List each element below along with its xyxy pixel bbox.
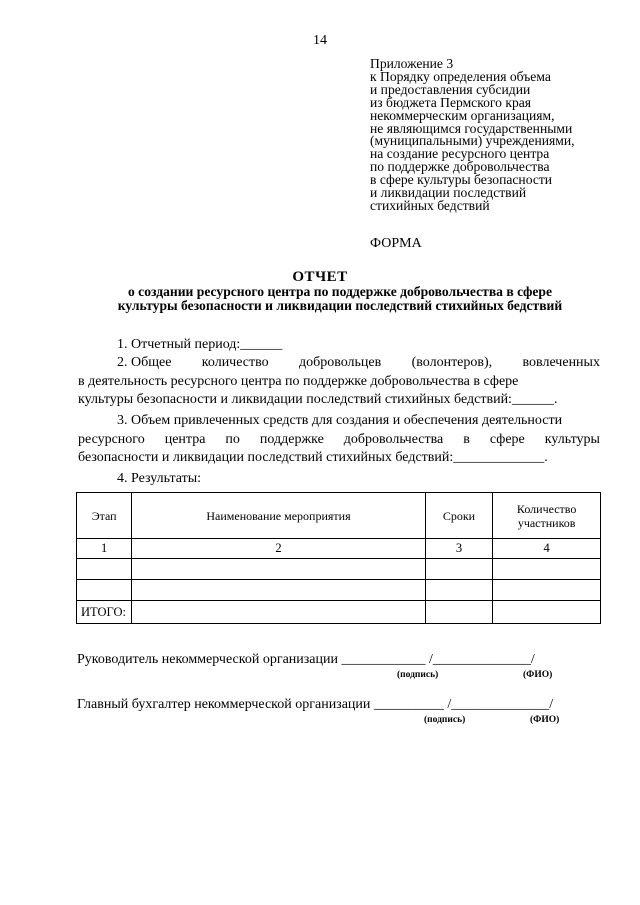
annex-line: на создание ресурсного центра (370, 146, 550, 162)
table-cell: 3 (425, 539, 493, 559)
document-title: ОТЧЕТ (292, 269, 348, 285)
table-cell: 4 (493, 539, 601, 559)
item-3-line-1: 3. Объем привлеченных средств для создания и обеспечения деятельности (117, 413, 563, 428)
annex-line: к Порядку определения объема (370, 68, 551, 84)
annex-block (370, 58, 632, 213)
accountant-signature-caption: (подпись) (424, 715, 466, 725)
item-2-line-3: культуры безопасности и ликвидации последствий стихийных бедствий:______. (78, 392, 558, 407)
document-subtitle (60, 285, 620, 313)
header-cell-stage: Этап (77, 493, 132, 539)
item-1-reporting-period: 1. Отчетный период:______ (117, 337, 283, 352)
table-cell[interactable] (425, 559, 493, 580)
item-2-line-2: в деятельность ресурсного центра по поддержке добровольчества в сфере (78, 373, 519, 389)
head-name-caption: (ФИО) (523, 670, 553, 680)
header-cell-dates: Сроки (425, 493, 493, 539)
annex-line: в сфере культуры безопасности (370, 172, 553, 188)
table-header-row (77, 493, 601, 539)
annex-line: по поддержке добровольчества (370, 159, 550, 175)
item-3-line-3: безопасности и ликвидации последствий стихийных бедствий:_____________. (78, 450, 548, 465)
item-2-line-1: 2. Общее количество добровольцев (волонтеров), вовлеченных (117, 355, 600, 370)
annex-line: не являющимся государственными (370, 120, 573, 136)
accountant-signature-line: Главный бухгалтер некоммерческой организации __________ /______________/ (77, 697, 554, 712)
table-cell[interactable] (425, 580, 493, 601)
annex-line: Приложение 3 (370, 56, 454, 71)
annex-line: и ликвидации последствий (370, 185, 527, 201)
item-4-results: 4. Результаты: (117, 471, 201, 486)
results-table (76, 492, 601, 624)
item-3-line-2: ресурсного центра по поддержке добровольчества в сфере культуры (78, 431, 600, 447)
table-total-row (77, 601, 601, 624)
annex-line: некоммерческим организациям, (370, 107, 555, 123)
total-label: ИТОГО: (77, 601, 132, 624)
annex-line: (муниципальными) учреждениями, (370, 133, 575, 149)
table-cell[interactable] (425, 601, 493, 624)
table-cell[interactable] (132, 580, 425, 601)
item-2-volunteers (78, 354, 600, 410)
table-row (77, 559, 601, 580)
table-cell[interactable] (77, 580, 132, 601)
annex-line: стихийных бедствий (370, 197, 490, 213)
table-cell[interactable] (132, 601, 425, 624)
table-cell[interactable] (493, 559, 601, 580)
table-cell[interactable] (493, 580, 601, 601)
form-label: ФОРМА (370, 236, 422, 251)
table-row (77, 580, 601, 601)
accountant-name-caption: (ФИО) (530, 715, 560, 725)
subtitle-line: о создании ресурсного центра по поддержке добровольчества в сфере (127, 284, 553, 299)
table-cell: 1 (77, 539, 132, 559)
item-3-funds (78, 412, 600, 468)
table-cell[interactable] (132, 559, 425, 580)
head-signature-line: Руководитель некоммерческой организации ____________ /______________/ (77, 652, 535, 667)
annex-line: из бюджета Пермского края (370, 94, 532, 110)
subtitle-line: культуры безопасности и ликвидации последствий стихийных бедствий (117, 298, 563, 313)
table-cell[interactable] (493, 601, 601, 624)
page-number: 14 (313, 33, 327, 48)
table-cell: 2 (132, 539, 425, 559)
table-numbering-row (77, 539, 601, 559)
header-cell-event-name: Наименование мероприятия (132, 493, 425, 539)
table-cell[interactable] (77, 559, 132, 580)
head-signature-caption: (подпись) (397, 670, 439, 680)
header-cell-participants: Количество участников (493, 493, 601, 539)
annex-line: и предоставления субсидии (370, 81, 531, 97)
